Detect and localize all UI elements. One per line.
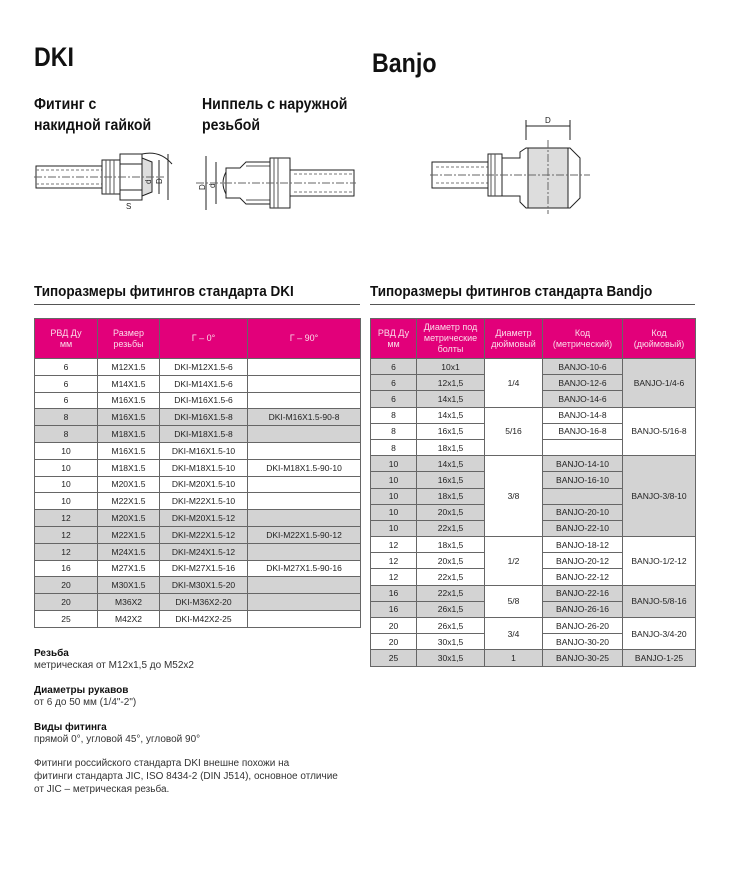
dki-cell-g0: DKI-M30X1.5-20 <box>160 577 248 594</box>
dki-cell-du: 6 <box>35 375 98 392</box>
banjo-cell-du: 16 <box>371 585 417 601</box>
dki-D-label: D <box>155 178 164 184</box>
dki-row <box>35 392 361 409</box>
banjo-cell-bolt: 22x1,5 <box>417 569 485 585</box>
banjo-cell-inch: 5/8 <box>485 585 543 617</box>
dki-cell-g0: DKI-M16X1.5-6 <box>160 392 248 409</box>
dki-cell-g90 <box>248 493 361 510</box>
nipple-d-label: d <box>208 183 217 188</box>
dki-cell-du: 16 <box>35 560 98 577</box>
banjo-col-bolt-line2: метрические <box>423 333 478 343</box>
banjo-cell-code-m: BANJO-30-25 <box>543 650 623 666</box>
notes <box>34 648 354 796</box>
dki-col-du <box>35 319 98 359</box>
dki-nut-fitting-drawing <box>34 140 184 220</box>
dki-cell-du: 10 <box>35 442 98 459</box>
banjo-cell-code-m: BANJO-30-20 <box>543 634 623 650</box>
dki-cell-thread: M16X1.5 <box>98 392 160 409</box>
banjo-col-code-m-line1: Код <box>574 327 591 338</box>
fitting-nut-caption <box>34 94 151 136</box>
dki-cell-g0: DKI-M12X1.5-6 <box>160 359 248 376</box>
banjo-cell-inch: 3/4 <box>485 618 543 650</box>
banjo-cell-bolt: 20x1,5 <box>417 553 485 569</box>
dki-cell-du: 10 <box>35 459 98 476</box>
dki-cell-g0: DKI-M18X1.5-10 <box>160 459 248 476</box>
banjo-cell-inch: 5/16 <box>485 407 543 456</box>
fitting-nut-line2: накидной гайкой <box>34 117 152 134</box>
dki-cell-g0: DKI-M16X1.5-10 <box>160 442 248 459</box>
dki-cell-thread: M16X1.5 <box>98 409 160 426</box>
banjo-row <box>371 585 696 601</box>
banjo-row <box>371 650 696 666</box>
banjo-col-inch <box>485 319 543 359</box>
banjo-col-code-m <box>543 319 623 359</box>
dki-cell-g0: DKI-M20X1.5-12 <box>160 510 248 527</box>
banjo-cell-code-m: BANJO-20-10 <box>543 504 623 520</box>
banjo-cell-inch: 3/8 <box>485 456 543 537</box>
dki-cell-thread: M14X1.5 <box>98 375 160 392</box>
banjo-cell-bolt: 16x1,5 <box>417 423 485 439</box>
dki-row <box>35 426 361 443</box>
dki-cell-thread: M22X1.5 <box>98 526 160 543</box>
dki-row <box>35 594 361 611</box>
dki-cell-g90 <box>248 442 361 459</box>
dki-cell-thread: M20X1.5 <box>98 510 160 527</box>
dki-col-g0-text: Г – 0° <box>191 333 216 343</box>
dki-col-thread-line1: Размер <box>113 327 144 338</box>
dki-row <box>35 560 361 577</box>
banjo-col-du <box>371 319 417 359</box>
banjo-cell-code-m: BANJO-14-10 <box>543 456 623 472</box>
dki-cell-g90 <box>248 610 361 627</box>
nipple-line1: Ниппель с наружной <box>202 96 348 113</box>
dki-cell-g0: DKI-M18X1.5-8 <box>160 426 248 443</box>
dki-col-du-line2: мм <box>59 338 73 349</box>
dki-row <box>35 493 361 510</box>
dki-cell-du: 6 <box>35 359 98 376</box>
banjo-cell-code-i: BANJO-5/8-16 <box>623 585 696 617</box>
dki-nipple-drawing <box>196 150 356 220</box>
dki-cell-g0: DKI-M42X2-25 <box>160 610 248 627</box>
banjo-cell-code-m: BANJO-16-10 <box>543 472 623 488</box>
dki-cell-g90: DKI-M16X1.5-90-8 <box>248 409 361 426</box>
banjo-cell-du: 6 <box>371 391 417 407</box>
banjo-cell-bolt: 14x1,5 <box>417 391 485 407</box>
dki-cell-du: 10 <box>35 476 98 493</box>
dki-row <box>35 359 361 376</box>
dki-cell-g90 <box>248 375 361 392</box>
banjo-cell-code-m: BANJO-22-10 <box>543 520 623 536</box>
dki-row <box>35 409 361 426</box>
dki-cell-g90 <box>248 543 361 560</box>
banjo-cell-code-m <box>543 488 623 504</box>
dki-cell-g0: DKI-M16X1.5-8 <box>160 409 248 426</box>
banjo-cell-du: 25 <box>371 650 417 666</box>
banjo-row <box>371 407 696 423</box>
banjo-cell-bolt: 14x1,5 <box>417 407 485 423</box>
banjo-cell-code-i: BANJO-3/8-10 <box>623 456 696 537</box>
fitting-nut-line1: Фитинг с <box>34 96 97 113</box>
dki-cell-g90 <box>248 594 361 611</box>
banjo-D-label: D <box>545 116 551 125</box>
banjo-cell-bolt: 18x1,5 <box>417 537 485 553</box>
nipple-caption <box>202 94 347 136</box>
dki-cell-g90: DKI-M27X1.5-90-16 <box>248 560 361 577</box>
dki-cell-g90 <box>248 476 361 493</box>
banjo-col-code-i-line1: Код <box>651 327 667 338</box>
dki-cell-g90: DKI-M22X1.5-90-12 <box>248 526 361 543</box>
dki-cell-du: 20 <box>35 577 98 594</box>
types-text: прямой 0°, угловой 45°, угловой 90° <box>34 734 201 745</box>
banjo-cell-du: 6 <box>371 375 417 391</box>
dki-col-thread <box>98 319 160 359</box>
diam-heading: Диаметры рукавов <box>34 685 129 696</box>
dki-table <box>34 318 361 628</box>
description-line3: от JIC – метрическая резьба. <box>34 784 170 795</box>
dki-cell-g90 <box>248 426 361 443</box>
dki-title: DKI <box>34 42 74 72</box>
dki-title-rule <box>34 304 360 305</box>
banjo-cell-code-m: BANJO-12-6 <box>543 375 623 391</box>
dki-cell-g0: DKI-M20X1.5-10 <box>160 476 248 493</box>
dki-col-thread-line2: резьбы <box>113 338 144 349</box>
banjo-cell-du: 8 <box>371 407 417 423</box>
dki-cell-thread: M12X1.5 <box>98 359 160 376</box>
banjo-cell-du: 10 <box>371 472 417 488</box>
dki-row <box>35 510 361 527</box>
banjo-cell-bolt: 18x1,5 <box>417 488 485 504</box>
banjo-table-title: Типоразмеры фитингов стандарта Bandjo <box>370 283 653 300</box>
dki-row <box>35 442 361 459</box>
banjo-cell-inch: 1/4 <box>485 359 543 408</box>
banjo-cell-code-m: BANJO-14-8 <box>543 407 623 423</box>
banjo-cell-code-m: BANJO-26-16 <box>543 601 623 617</box>
dki-cell-g90 <box>248 359 361 376</box>
banjo-row <box>371 537 696 553</box>
dki-cell-thread: M27X1.5 <box>98 560 160 577</box>
banjo-cell-bolt: 30x1,5 <box>417 650 485 666</box>
banjo-col-bolt-line3: болты <box>437 344 464 354</box>
dki-row <box>35 375 361 392</box>
banjo-cell-bolt: 22x1,5 <box>417 585 485 601</box>
banjo-cell-code-m: BANJO-10-6 <box>543 359 623 375</box>
banjo-cell-bolt: 26x1,5 <box>417 618 485 634</box>
dki-cell-du: 6 <box>35 392 98 409</box>
dki-cell-thread: M18X1.5 <box>98 459 160 476</box>
banjo-cell-code-m: BANJO-18-12 <box>543 537 623 553</box>
dki-row <box>35 610 361 627</box>
banjo-cell-bolt: 18x1,5 <box>417 439 485 455</box>
dki-row <box>35 476 361 493</box>
banjo-cell-code-m: BANJO-16-8 <box>543 423 623 439</box>
banjo-cell-code-i: BANJO-1/4-6 <box>623 359 696 408</box>
banjo-cell-bolt: 22x1,5 <box>417 520 485 536</box>
banjo-col-code-i-line2: (дюймовый) <box>633 338 685 349</box>
description <box>34 757 354 796</box>
banjo-cell-bolt: 26x1,5 <box>417 601 485 617</box>
dki-cell-thread: M24X1.5 <box>98 543 160 560</box>
banjo-col-du-line2: мм <box>387 338 400 349</box>
types-heading: Виды фитинга <box>34 722 107 733</box>
banjo-cell-bolt: 16x1,5 <box>417 472 485 488</box>
dki-cell-g0: DKI-M27X1.5-16 <box>160 560 248 577</box>
dki-row <box>35 459 361 476</box>
nipple-line2: резьбой <box>202 117 261 134</box>
banjo-cell-du: 10 <box>371 488 417 504</box>
banjo-cell-code-i: BANJO-1-25 <box>623 650 696 666</box>
banjo-cell-bolt: 30x1,5 <box>417 634 485 650</box>
dki-d-label: d <box>144 179 153 184</box>
banjo-row <box>371 359 696 375</box>
dki-cell-g0: DKI-M14X1.5-6 <box>160 375 248 392</box>
banjo-cell-inch: 1 <box>485 650 543 666</box>
dki-cell-thread: M30X1.5 <box>98 577 160 594</box>
dki-cell-du: 12 <box>35 526 98 543</box>
dki-table-title: Типоразмеры фитингов стандарта DKI <box>34 283 294 300</box>
dki-col-g90-text: Г – 90° <box>289 333 319 343</box>
dki-cell-thread: M36X2 <box>98 594 160 611</box>
banjo-cell-code-m <box>543 439 623 455</box>
banjo-cell-inch: 1/2 <box>485 537 543 586</box>
dki-col-g0 <box>160 319 248 359</box>
dki-cell-thread: M18X1.5 <box>98 426 160 443</box>
banjo-cell-du: 12 <box>371 537 417 553</box>
banjo-col-inch-line2: дюймовый <box>491 338 536 349</box>
dki-cell-du: 20 <box>35 594 98 611</box>
dki-cell-du: 12 <box>35 510 98 527</box>
dki-cell-du: 25 <box>35 610 98 627</box>
thread-text: метрическая от M12x1,5 до M52x2 <box>34 660 194 671</box>
banjo-table <box>370 318 696 667</box>
dki-cell-g0: DKI-M22X1.5-12 <box>160 526 248 543</box>
banjo-cell-du: 16 <box>371 601 417 617</box>
banjo-cell-du: 12 <box>371 569 417 585</box>
banjo-cell-du: 12 <box>371 553 417 569</box>
banjo-row <box>371 618 696 634</box>
banjo-title-rule <box>370 304 695 305</box>
banjo-cell-code-m: BANJO-20-12 <box>543 553 623 569</box>
dki-col-du-line1: РВД Ду <box>50 327 82 338</box>
dki-row <box>35 543 361 560</box>
thread-heading: Резьба <box>34 648 69 659</box>
dki-cell-thread: M42X2 <box>98 610 160 627</box>
banjo-cell-du: 8 <box>371 423 417 439</box>
banjo-cell-du: 8 <box>371 439 417 455</box>
banjo-cell-bolt: 10x1 <box>417 359 485 375</box>
banjo-cell-code-i: BANJO-1/2-12 <box>623 537 696 586</box>
dki-S-label: S <box>126 202 132 211</box>
dki-cell-g90: DKI-M18X1.5-90-10 <box>248 459 361 476</box>
nipple-D-label: D <box>198 184 207 190</box>
dki-cell-du: 8 <box>35 409 98 426</box>
banjo-cell-code-m: BANJO-14-6 <box>543 391 623 407</box>
banjo-cell-bolt: 12x1,5 <box>417 375 485 391</box>
dki-cell-g0: DKI-M24X1.5-12 <box>160 543 248 560</box>
description-line2: фитинги стандарта JIC, ISO 8434-2 (DIN J514), основное отличие <box>34 771 338 782</box>
banjo-cell-du: 10 <box>371 456 417 472</box>
dki-cell-g90 <box>248 510 361 527</box>
banjo-cell-bolt: 14x1,5 <box>417 456 485 472</box>
banjo-col-bolt-line1: Диаметр под <box>423 322 478 332</box>
banjo-title: Banjo <box>372 48 437 78</box>
dki-cell-du: 12 <box>35 543 98 560</box>
diam-text: от 6 до 50 мм (1/4"-2") <box>34 697 137 708</box>
dki-cell-g0: DKI-M36X2-20 <box>160 594 248 611</box>
banjo-cell-bolt: 20x1,5 <box>417 504 485 520</box>
banjo-row <box>371 456 696 472</box>
banjo-cell-code-m: BANJO-22-12 <box>543 569 623 585</box>
banjo-cell-du: 10 <box>371 504 417 520</box>
banjo-cell-code-m: BANJO-22-16 <box>543 585 623 601</box>
banjo-cell-du: 6 <box>371 359 417 375</box>
dki-cell-du: 10 <box>35 493 98 510</box>
banjo-col-du-line1: РВД Ду <box>377 327 410 338</box>
dki-cell-thread: M16X1.5 <box>98 442 160 459</box>
dki-cell-thread: M20X1.5 <box>98 476 160 493</box>
banjo-col-bolt <box>417 319 485 359</box>
banjo-col-code-m-line2: (метрический) <box>552 338 613 349</box>
dki-cell-g90 <box>248 392 361 409</box>
dki-cell-du: 8 <box>35 426 98 443</box>
banjo-cell-code-m: BANJO-26-20 <box>543 618 623 634</box>
dki-cell-g90 <box>248 577 361 594</box>
banjo-cell-code-i: BANJO-5/16-8 <box>623 407 696 456</box>
banjo-drawing <box>430 112 600 214</box>
banjo-cell-du: 20 <box>371 634 417 650</box>
dki-cell-thread: M22X1.5 <box>98 493 160 510</box>
dki-row <box>35 577 361 594</box>
description-line1: Фитинги российского стандарта DKI внешне похожи на <box>34 758 290 769</box>
banjo-col-code-i <box>623 319 696 359</box>
dki-cell-g0: DKI-M22X1.5-10 <box>160 493 248 510</box>
banjo-cell-du: 10 <box>371 520 417 536</box>
banjo-cell-du: 20 <box>371 618 417 634</box>
banjo-col-inch-line1: Диаметр <box>495 327 532 338</box>
banjo-cell-code-i: BANJO-3/4-20 <box>623 618 696 650</box>
dki-row <box>35 526 361 543</box>
dki-col-g90 <box>248 319 361 359</box>
